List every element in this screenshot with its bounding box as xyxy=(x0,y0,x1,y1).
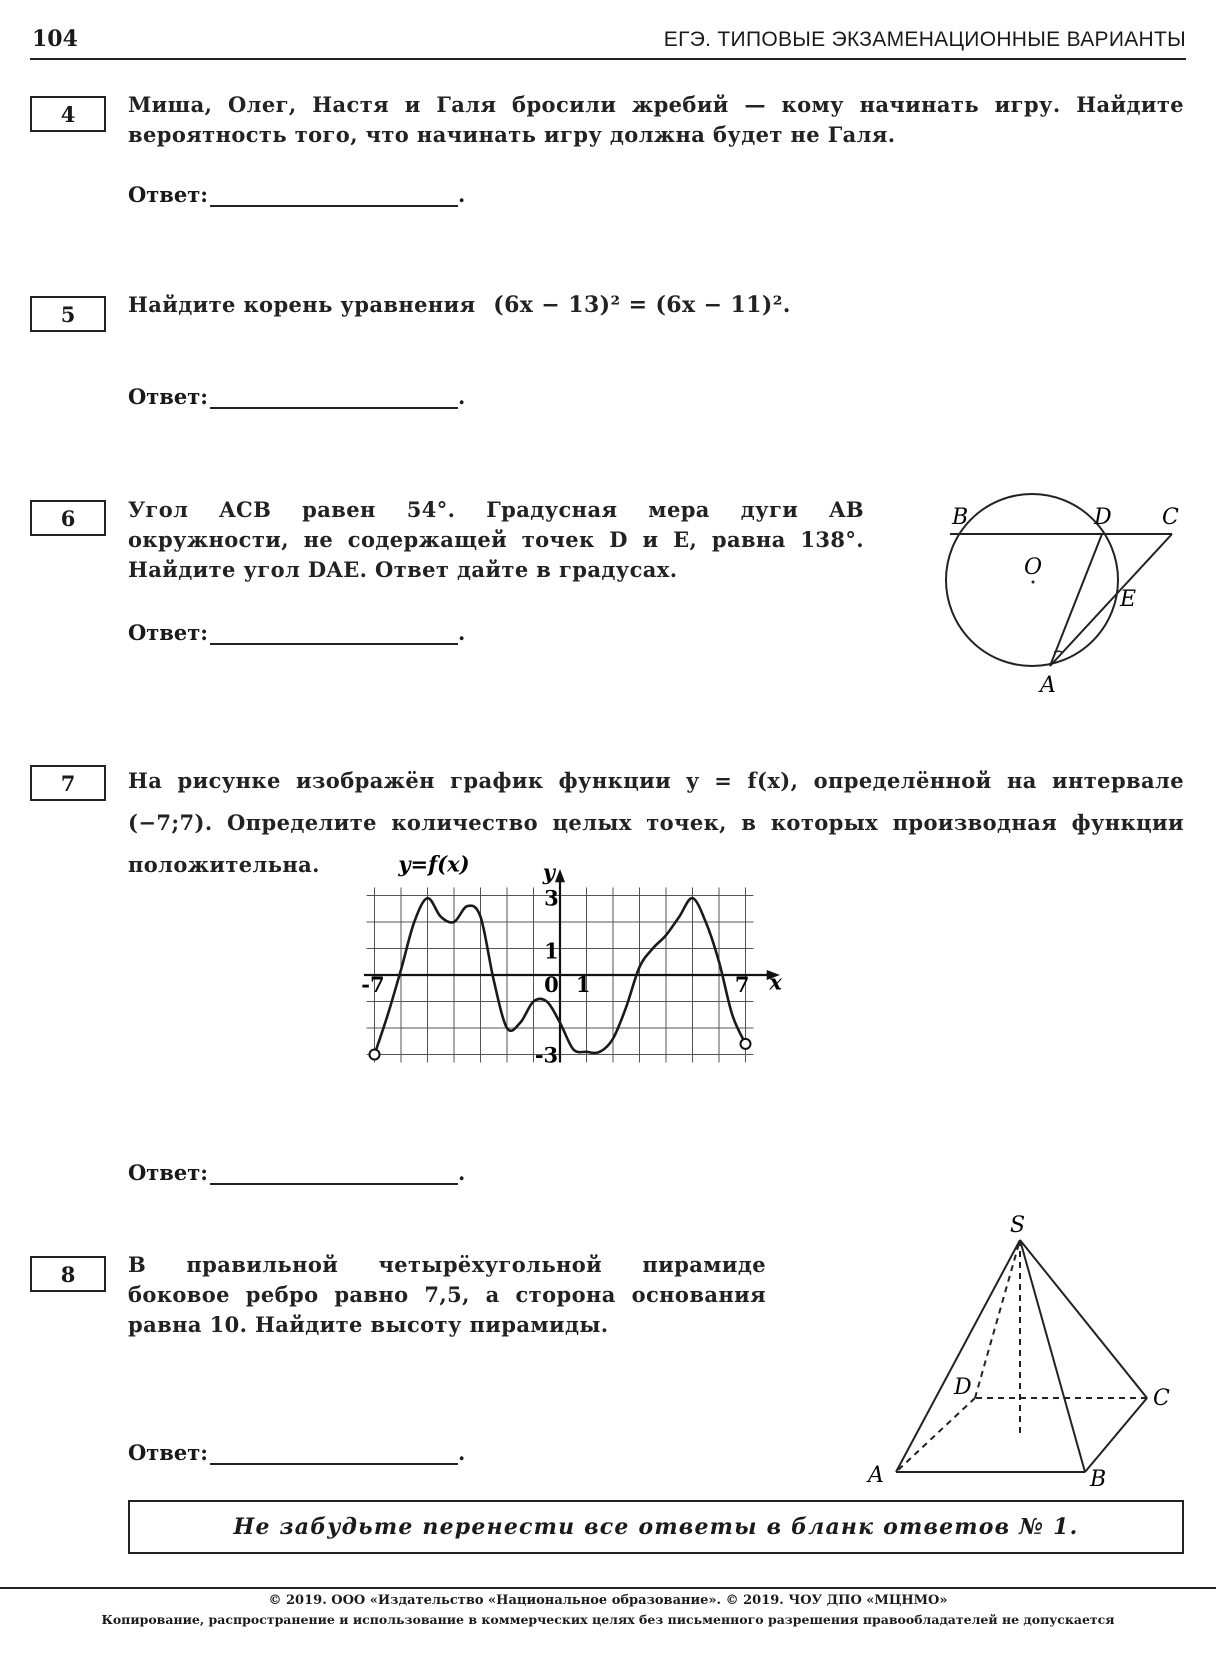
label-s: S xyxy=(1010,1213,1026,1238)
line-ca xyxy=(1050,534,1172,666)
task-5-answer: Ответ: . xyxy=(128,384,466,409)
task-6-text: Угол ACB равен 54°. Градусная мера дуги AB окружности, не содержащей точек D и E, равна 138°. Найдите угол DAE. Ответ дайте в градусах. xyxy=(128,497,864,582)
task-8-answer: Ответ: . xyxy=(128,1440,466,1465)
edge-bc xyxy=(1085,1398,1147,1472)
label-e: E xyxy=(1120,587,1137,612)
y-tick-label: -3 xyxy=(534,1042,559,1068)
task-8-text: В правильной четырёхугольной пирамиде боковое ребро равно 7,5, а сторона основания равна 10. Найдите высоту пирамиды. xyxy=(128,1252,766,1337)
task-7-number: 7 xyxy=(30,765,106,801)
edge-sc xyxy=(1020,1240,1147,1398)
open-endpoint xyxy=(741,1039,751,1049)
y-tick-label: 3 xyxy=(544,885,559,911)
label-a: A xyxy=(1040,673,1056,698)
graph-title: y=f(x) xyxy=(398,851,470,877)
task-7-text: На рисунке изображён график функции y = f(x), определённой на интервале (−7;7). Определите количество целых точек, в которых производная функции положительна. xyxy=(128,768,1184,877)
task-5-equation: (6x − 13)² = (6x − 11)². xyxy=(493,292,791,318)
footer-notice: Копирование, распространение и использование в коммерческих целях без письменного разрешения правообладателей не допускается xyxy=(101,1612,1115,1627)
x-axis-label: x xyxy=(769,969,782,995)
y-axis-label: y xyxy=(542,859,555,885)
footer-copyright: © 2019. ООО «Издательство «Национальное образование». © 2019. ЧОУ ДПО «МЦНМО» xyxy=(268,1593,948,1608)
task-5-text: Найдите корень уравнения xyxy=(128,292,476,317)
function-graph xyxy=(361,851,830,1120)
edge-sa xyxy=(896,1240,1020,1472)
answer-line[interactable] xyxy=(210,621,458,645)
label-b: B xyxy=(952,505,969,530)
circle xyxy=(946,494,1118,666)
center-point xyxy=(1032,581,1035,584)
answer-label: Ответ: xyxy=(128,1160,209,1185)
label-c: C xyxy=(1153,1386,1170,1411)
label-a: A xyxy=(868,1463,884,1488)
task-5-number: 5 xyxy=(30,296,106,332)
task-4-number: 4 xyxy=(30,96,106,132)
footer-divider xyxy=(0,1587,1216,1589)
pyramid-figure xyxy=(860,1210,1190,1490)
task-7-answer: Ответ: . xyxy=(128,1160,466,1185)
task-8-number: 8 xyxy=(30,1256,106,1292)
answer-line[interactable] xyxy=(210,1161,458,1185)
label-o: O xyxy=(1024,555,1043,580)
edge-sb xyxy=(1020,1240,1085,1472)
circle-figure xyxy=(930,490,1190,700)
task-5-text-row xyxy=(128,290,791,320)
label-b: B xyxy=(1090,1467,1107,1492)
y-tick-label: 1 xyxy=(544,938,559,964)
label-c: C xyxy=(1162,505,1179,530)
page-header-title: ЕГЭ. ТИПОВЫЕ ЭКЗАМЕНАЦИОННЫЕ ВАРИАНТЫ xyxy=(663,28,1186,51)
task-6-number: 6 xyxy=(30,500,106,536)
x-tick-label: -7 xyxy=(361,972,385,998)
x-tick-label: 7 xyxy=(734,972,750,998)
edge-da xyxy=(896,1398,975,1472)
edge-sd xyxy=(975,1240,1020,1398)
x-tick-label: 1 xyxy=(575,972,591,998)
answer-label: Ответ: xyxy=(128,1440,209,1465)
answer-line[interactable] xyxy=(210,1441,458,1465)
label-d: D xyxy=(1094,505,1112,530)
header-divider xyxy=(30,58,1186,60)
task-6-answer: Ответ: . xyxy=(128,620,466,645)
line-da xyxy=(1050,534,1102,666)
reminder-box: Не забудьте перенести все ответы в бланк ответов № 1. xyxy=(128,1500,1184,1554)
label-d: D xyxy=(954,1375,972,1400)
page-number: 104 xyxy=(32,26,78,52)
task-4-answer: Ответ: . xyxy=(128,182,466,207)
answer-label: Ответ: xyxy=(128,182,209,207)
task-4-text: Миша, Олег, Настя и Галя бросили жребий — кому начинать игру. Найдите вероятность того, что начинать игру должна будет не Галя. xyxy=(128,92,1184,147)
open-endpoint xyxy=(370,1050,380,1060)
answer-line[interactable] xyxy=(210,385,458,409)
answer-line[interactable] xyxy=(210,183,458,207)
answer-label: Ответ: xyxy=(128,620,209,645)
answer-label: Ответ: xyxy=(128,384,209,409)
x-tick-label: 0 xyxy=(544,972,559,998)
